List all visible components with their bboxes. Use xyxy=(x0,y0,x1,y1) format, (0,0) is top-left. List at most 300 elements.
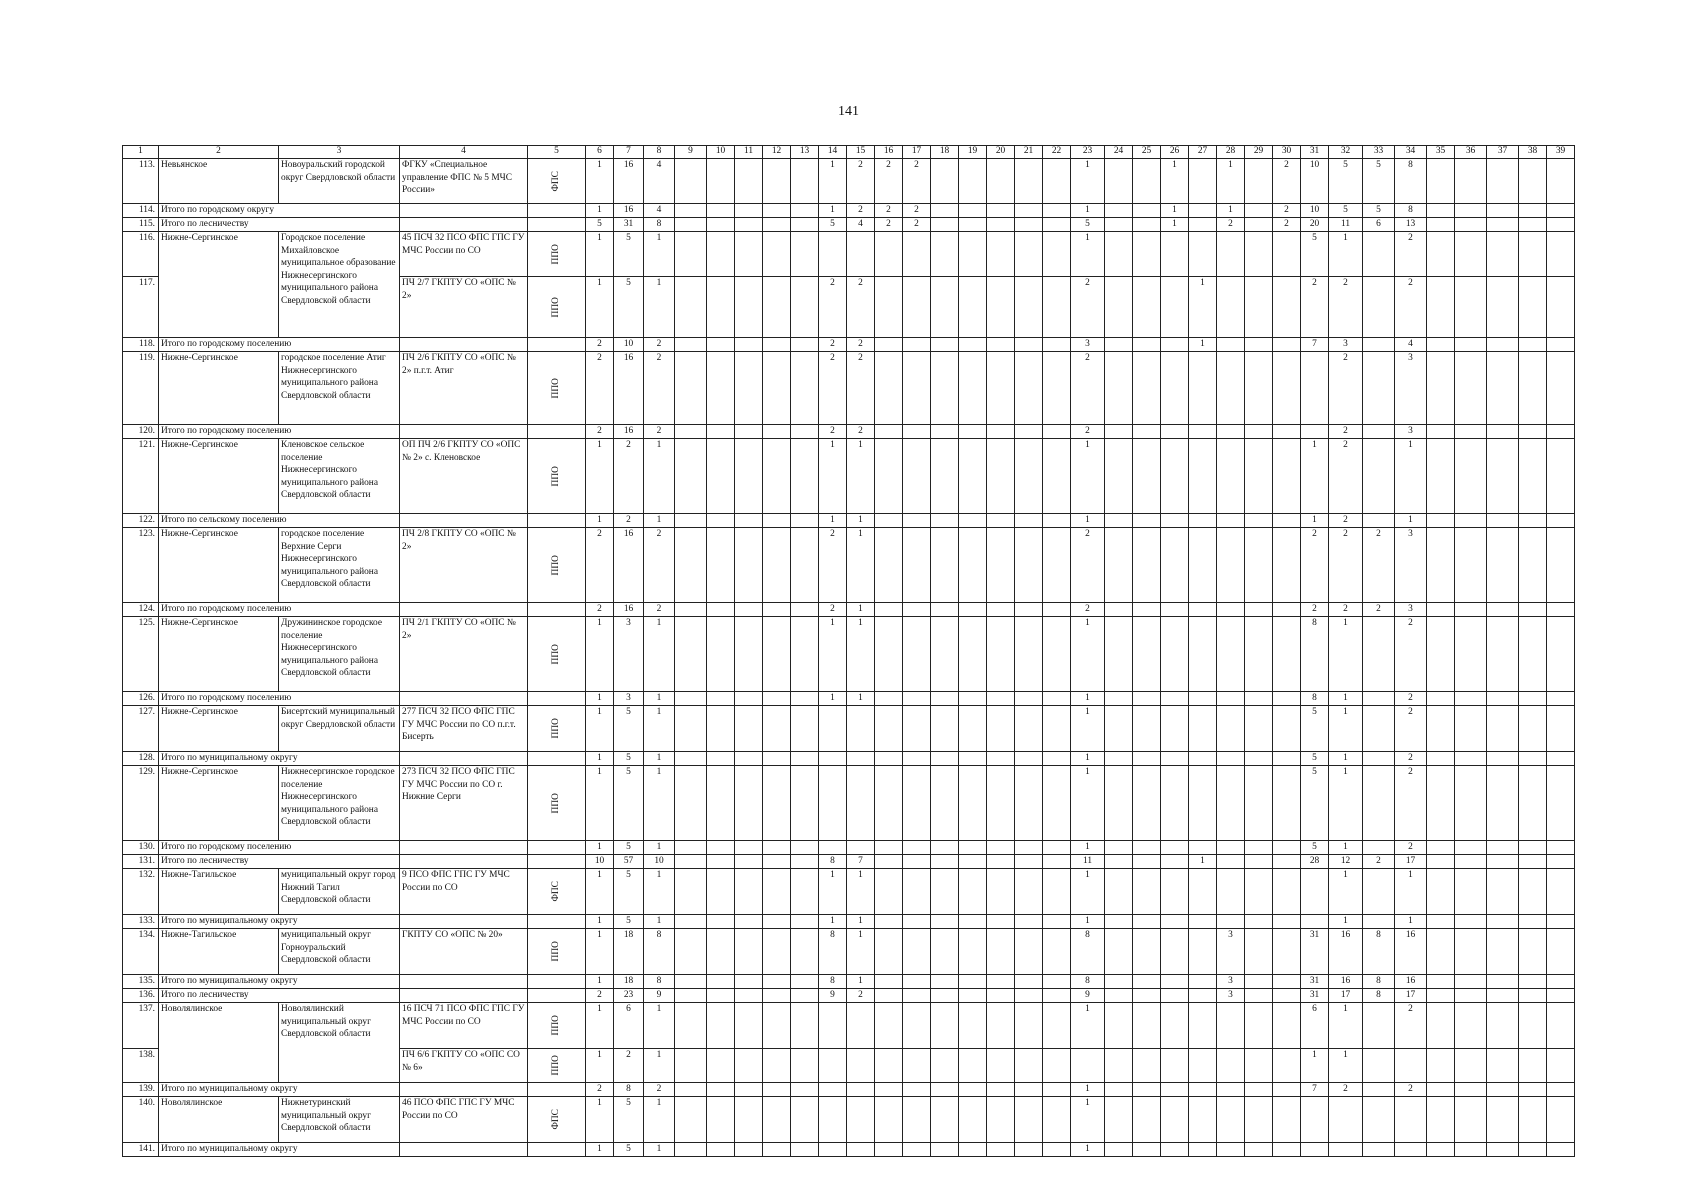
value-cell-col-28: 2 xyxy=(1217,218,1245,232)
value-cell-col-29 xyxy=(1245,752,1273,766)
value-cell-col-8: 1 xyxy=(644,277,675,338)
value-cell-col-30 xyxy=(1273,338,1301,352)
value-cell-col-16 xyxy=(875,915,903,929)
value-cell-col-19 xyxy=(959,869,987,915)
value-cell-col-7: 2 xyxy=(614,1049,644,1083)
value-cell-col-34: 1 xyxy=(1395,514,1427,528)
value-cell-col-26: 1 xyxy=(1161,218,1189,232)
value-cell-col-12 xyxy=(763,218,791,232)
value-cell-col-25 xyxy=(1133,975,1161,989)
row-number: 113. xyxy=(123,159,159,204)
value-cell-col-32: 1 xyxy=(1329,915,1363,929)
value-cell-col-12 xyxy=(763,425,791,439)
service-type xyxy=(528,706,586,752)
value-cell-col-33 xyxy=(1363,915,1395,929)
value-cell-col-28: 1 xyxy=(1217,204,1245,218)
value-cell-col-35 xyxy=(1427,706,1455,752)
value-cell-col-10 xyxy=(707,869,735,915)
value-cell-col-19 xyxy=(959,439,987,514)
value-cell-col-9 xyxy=(675,975,707,989)
value-cell-col-26 xyxy=(1161,752,1189,766)
row-number: 114. xyxy=(123,204,159,218)
value-cell-col-23: 1 xyxy=(1071,1097,1105,1143)
fire-unit-name: ПЧ 2/7 ГКПТУ СО «ОПС № 2» xyxy=(400,277,528,338)
value-cell-col-27 xyxy=(1189,692,1217,706)
value-cell-col-14: 8 xyxy=(819,975,847,989)
value-cell-col-11 xyxy=(735,204,763,218)
type-cell xyxy=(528,204,586,218)
value-cell-col-30 xyxy=(1273,929,1301,975)
value-cell-col-32: 2 xyxy=(1329,277,1363,338)
value-cell-col-35 xyxy=(1427,929,1455,975)
unit-cell xyxy=(400,841,528,855)
value-cell-col-20 xyxy=(987,528,1015,603)
column-header-23: 23 xyxy=(1071,146,1105,159)
value-cell-col-23: 2 xyxy=(1071,425,1105,439)
value-cell-col-11 xyxy=(735,692,763,706)
value-cell-col-23: 2 xyxy=(1071,603,1105,617)
total-row xyxy=(123,338,1575,352)
value-cell-col-32: 1 xyxy=(1329,766,1363,841)
value-cell-col-36 xyxy=(1455,352,1487,425)
value-cell-col-14 xyxy=(819,1049,847,1083)
column-header-26: 26 xyxy=(1161,146,1189,159)
value-cell-col-39 xyxy=(1547,855,1575,869)
value-cell-col-34 xyxy=(1395,1049,1427,1083)
value-cell-col-17: 2 xyxy=(903,204,931,218)
value-cell-col-32: 5 xyxy=(1329,159,1363,204)
column-header-24: 24 xyxy=(1105,146,1133,159)
value-cell-col-14: 8 xyxy=(819,929,847,975)
value-cell-col-10 xyxy=(707,232,735,277)
value-cell-col-9 xyxy=(675,617,707,692)
value-cell-col-35 xyxy=(1427,514,1455,528)
value-cell-col-7: 5 xyxy=(614,752,644,766)
value-cell-col-36 xyxy=(1455,692,1487,706)
value-cell-col-38 xyxy=(1519,338,1547,352)
value-cell-col-33: 2 xyxy=(1363,855,1395,869)
value-cell-col-20 xyxy=(987,617,1015,692)
value-cell-col-24 xyxy=(1105,159,1133,204)
row-number: 126. xyxy=(123,692,159,706)
value-cell-col-21 xyxy=(1015,218,1043,232)
value-cell-col-30 xyxy=(1273,232,1301,277)
value-cell-col-26 xyxy=(1161,869,1189,915)
column-header-8: 8 xyxy=(644,146,675,159)
value-cell-col-10 xyxy=(707,706,735,752)
value-cell-col-13 xyxy=(791,617,819,692)
table-row xyxy=(123,528,1575,603)
value-cell-col-39 xyxy=(1547,232,1575,277)
type-cell xyxy=(528,989,586,1003)
value-cell-col-34: 2 xyxy=(1395,617,1427,692)
value-cell-col-35 xyxy=(1427,617,1455,692)
value-cell-col-28 xyxy=(1217,869,1245,915)
value-cell-col-7: 16 xyxy=(614,352,644,425)
column-header-27: 27 xyxy=(1189,146,1217,159)
value-cell-col-26 xyxy=(1161,1097,1189,1143)
value-cell-col-24 xyxy=(1105,841,1133,855)
value-cell-col-14 xyxy=(819,1097,847,1143)
value-cell-col-19 xyxy=(959,338,987,352)
value-cell-col-36 xyxy=(1455,159,1487,204)
forestry-name: Невьянское xyxy=(159,159,279,204)
table-row xyxy=(123,439,1575,514)
value-cell-col-37 xyxy=(1487,204,1519,218)
value-cell-col-15: 2 xyxy=(847,989,875,1003)
value-cell-col-31 xyxy=(1301,1143,1329,1157)
value-cell-col-34: 16 xyxy=(1395,929,1427,975)
value-cell-col-6: 10 xyxy=(586,855,614,869)
value-cell-col-13 xyxy=(791,869,819,915)
row-number: 139. xyxy=(123,1083,159,1097)
value-cell-col-22 xyxy=(1043,1083,1071,1097)
value-cell-col-38 xyxy=(1519,915,1547,929)
value-cell-col-11 xyxy=(735,514,763,528)
value-cell-col-19 xyxy=(959,1143,987,1157)
value-cell-col-36 xyxy=(1455,1083,1487,1097)
value-cell-col-35 xyxy=(1427,439,1455,514)
value-cell-col-14: 1 xyxy=(819,514,847,528)
value-cell-col-15 xyxy=(847,1003,875,1049)
value-cell-col-14: 2 xyxy=(819,528,847,603)
column-header-21: 21 xyxy=(1015,146,1043,159)
value-cell-col-35 xyxy=(1427,528,1455,603)
value-cell-col-8: 1 xyxy=(644,1003,675,1049)
value-cell-col-28 xyxy=(1217,766,1245,841)
fire-unit-name: 9 ПСО ФПС ГПС ГУ МЧС России по СО xyxy=(400,869,528,915)
value-cell-col-17 xyxy=(903,989,931,1003)
service-type-label: ППО xyxy=(551,465,562,487)
value-cell-col-35 xyxy=(1427,1143,1455,1157)
value-cell-col-17: 2 xyxy=(903,218,931,232)
value-cell-col-26 xyxy=(1161,855,1189,869)
forestry-name: Нижне-Сергинское xyxy=(159,232,279,338)
value-cell-col-12 xyxy=(763,277,791,338)
value-cell-col-26 xyxy=(1161,439,1189,514)
value-cell-col-23: 1 xyxy=(1071,841,1105,855)
value-cell-col-29 xyxy=(1245,855,1273,869)
value-cell-col-7: 6 xyxy=(614,1003,644,1049)
value-cell-col-30 xyxy=(1273,514,1301,528)
value-cell-col-21 xyxy=(1015,425,1043,439)
value-cell-col-30 xyxy=(1273,425,1301,439)
column-header-9: 9 xyxy=(675,146,707,159)
value-cell-col-7: 18 xyxy=(614,929,644,975)
value-cell-col-9 xyxy=(675,218,707,232)
value-cell-col-16 xyxy=(875,338,903,352)
value-cell-col-6: 2 xyxy=(586,425,614,439)
value-cell-col-30 xyxy=(1273,841,1301,855)
value-cell-col-13 xyxy=(791,1097,819,1143)
column-header-32: 32 xyxy=(1329,146,1363,159)
value-cell-col-29 xyxy=(1245,1097,1273,1143)
value-cell-col-8: 1 xyxy=(644,232,675,277)
value-cell-col-28 xyxy=(1217,1083,1245,1097)
value-cell-col-8: 1 xyxy=(644,692,675,706)
value-cell-col-30 xyxy=(1273,752,1301,766)
value-cell-col-11 xyxy=(735,855,763,869)
value-cell-col-21 xyxy=(1015,528,1043,603)
value-cell-col-8: 8 xyxy=(644,929,675,975)
value-cell-col-30 xyxy=(1273,1097,1301,1143)
value-cell-col-34: 17 xyxy=(1395,989,1427,1003)
value-cell-col-19 xyxy=(959,617,987,692)
value-cell-col-20 xyxy=(987,204,1015,218)
value-cell-col-31: 28 xyxy=(1301,855,1329,869)
value-cell-col-22 xyxy=(1043,869,1071,915)
value-cell-col-24 xyxy=(1105,218,1133,232)
value-cell-col-10 xyxy=(707,352,735,425)
value-cell-col-19 xyxy=(959,841,987,855)
total-label: Итого по муниципальному округу xyxy=(159,1083,400,1097)
value-cell-col-37 xyxy=(1487,338,1519,352)
value-cell-col-19 xyxy=(959,766,987,841)
value-cell-col-18 xyxy=(931,915,959,929)
value-cell-col-10 xyxy=(707,1003,735,1049)
value-cell-col-14 xyxy=(819,841,847,855)
value-cell-col-29 xyxy=(1245,617,1273,692)
value-cell-col-13 xyxy=(791,352,819,425)
total-label: Итого по лесничеству xyxy=(159,989,400,1003)
value-cell-col-35 xyxy=(1427,1003,1455,1049)
value-cell-col-14 xyxy=(819,1003,847,1049)
value-cell-col-36 xyxy=(1455,975,1487,989)
value-cell-col-27 xyxy=(1189,915,1217,929)
value-cell-col-25 xyxy=(1133,989,1161,1003)
value-cell-col-7: 16 xyxy=(614,603,644,617)
value-cell-col-37 xyxy=(1487,528,1519,603)
value-cell-col-34: 1 xyxy=(1395,869,1427,915)
value-cell-col-15: 1 xyxy=(847,975,875,989)
value-cell-col-27 xyxy=(1189,975,1217,989)
value-cell-col-6: 1 xyxy=(586,439,614,514)
value-cell-col-35 xyxy=(1427,277,1455,338)
value-cell-col-29 xyxy=(1245,1143,1273,1157)
unit-cell xyxy=(400,975,528,989)
value-cell-col-18 xyxy=(931,425,959,439)
value-cell-col-9 xyxy=(675,1049,707,1083)
value-cell-col-20 xyxy=(987,1049,1015,1083)
value-cell-col-28 xyxy=(1217,1003,1245,1049)
value-cell-col-25 xyxy=(1133,277,1161,338)
value-cell-col-24 xyxy=(1105,915,1133,929)
value-cell-col-22 xyxy=(1043,425,1071,439)
municipality-name: городское поселение Атиг Нижнесергинского муниципального района Свердловской области xyxy=(279,352,400,425)
service-type-label: ППО xyxy=(551,1055,562,1076)
value-cell-col-8: 1 xyxy=(644,1097,675,1143)
value-cell-col-24 xyxy=(1105,425,1133,439)
value-cell-col-34: 2 xyxy=(1395,232,1427,277)
value-cell-col-39 xyxy=(1547,1003,1575,1049)
value-cell-col-19 xyxy=(959,352,987,425)
value-cell-col-10 xyxy=(707,975,735,989)
value-cell-col-7: 3 xyxy=(614,692,644,706)
page-number: 141 xyxy=(838,104,859,119)
value-cell-col-21 xyxy=(1015,204,1043,218)
value-cell-col-31: 20 xyxy=(1301,218,1329,232)
value-cell-col-39 xyxy=(1547,425,1575,439)
value-cell-col-31: 5 xyxy=(1301,841,1329,855)
value-cell-col-22 xyxy=(1043,1143,1071,1157)
value-cell-col-14 xyxy=(819,1143,847,1157)
value-cell-col-25 xyxy=(1133,869,1161,915)
value-cell-col-19 xyxy=(959,752,987,766)
unit-cell xyxy=(400,989,528,1003)
value-cell-col-33 xyxy=(1363,338,1395,352)
value-cell-col-10 xyxy=(707,218,735,232)
service-type xyxy=(528,439,586,514)
value-cell-col-6: 1 xyxy=(586,204,614,218)
value-cell-col-21 xyxy=(1015,1049,1043,1083)
value-cell-col-7: 5 xyxy=(614,1097,644,1143)
value-cell-col-33 xyxy=(1363,352,1395,425)
value-cell-col-13 xyxy=(791,232,819,277)
value-cell-col-15: 1 xyxy=(847,603,875,617)
value-cell-col-11 xyxy=(735,1083,763,1097)
value-cell-col-8: 2 xyxy=(644,528,675,603)
value-cell-col-26 xyxy=(1161,975,1189,989)
value-cell-col-24 xyxy=(1105,752,1133,766)
value-cell-col-13 xyxy=(791,929,819,975)
forestry-name: Новолялинское xyxy=(159,1097,279,1143)
value-cell-col-11 xyxy=(735,352,763,425)
value-cell-col-12 xyxy=(763,855,791,869)
total-label: Итого по муниципальному округу xyxy=(159,752,400,766)
value-cell-col-36 xyxy=(1455,1143,1487,1157)
value-cell-col-18 xyxy=(931,869,959,915)
table-row xyxy=(123,706,1575,752)
value-cell-col-38 xyxy=(1519,277,1547,338)
value-cell-col-27 xyxy=(1189,204,1217,218)
value-cell-col-36 xyxy=(1455,1049,1487,1083)
value-cell-col-13 xyxy=(791,204,819,218)
value-cell-col-36 xyxy=(1455,915,1487,929)
value-cell-col-39 xyxy=(1547,159,1575,204)
value-cell-col-14: 1 xyxy=(819,439,847,514)
value-cell-col-21 xyxy=(1015,1143,1043,1157)
value-cell-col-13 xyxy=(791,603,819,617)
value-cell-col-17 xyxy=(903,603,931,617)
municipality-name: Новоуральский городской округ Свердловской области xyxy=(279,159,400,204)
value-cell-col-31 xyxy=(1301,425,1329,439)
value-cell-col-30 xyxy=(1273,1049,1301,1083)
value-cell-col-22 xyxy=(1043,528,1071,603)
value-cell-col-32 xyxy=(1329,1143,1363,1157)
unit-cell xyxy=(400,603,528,617)
column-header-38: 38 xyxy=(1519,146,1547,159)
value-cell-col-11 xyxy=(735,603,763,617)
value-cell-col-32: 1 xyxy=(1329,692,1363,706)
fire-unit-name: 16 ПСЧ 71 ПСО ФПС ГПС ГУ МЧС России по СО xyxy=(400,1003,528,1049)
value-cell-col-39 xyxy=(1547,338,1575,352)
row-number: 132. xyxy=(123,869,159,915)
value-cell-col-28 xyxy=(1217,1143,1245,1157)
value-cell-col-21 xyxy=(1015,841,1043,855)
value-cell-col-33 xyxy=(1363,752,1395,766)
value-cell-col-28 xyxy=(1217,338,1245,352)
value-cell-col-13 xyxy=(791,1143,819,1157)
value-cell-col-22 xyxy=(1043,617,1071,692)
value-cell-col-23: 1 xyxy=(1071,706,1105,752)
total-label: Итого по городскому поселению xyxy=(159,338,400,352)
value-cell-col-12 xyxy=(763,929,791,975)
value-cell-col-12 xyxy=(763,514,791,528)
value-cell-col-7: 5 xyxy=(614,869,644,915)
value-cell-col-31: 5 xyxy=(1301,706,1329,752)
value-cell-col-32: 12 xyxy=(1329,855,1363,869)
value-cell-col-32: 2 xyxy=(1329,1083,1363,1097)
row-number: 134. xyxy=(123,929,159,975)
value-cell-col-37 xyxy=(1487,425,1519,439)
value-cell-col-9 xyxy=(675,1143,707,1157)
value-cell-col-19 xyxy=(959,975,987,989)
value-cell-col-36 xyxy=(1455,752,1487,766)
value-cell-col-14: 1 xyxy=(819,869,847,915)
value-cell-col-29 xyxy=(1245,218,1273,232)
value-cell-col-14 xyxy=(819,706,847,752)
type-cell xyxy=(528,514,586,528)
value-cell-col-16 xyxy=(875,975,903,989)
row-number: 116. xyxy=(123,232,159,277)
value-cell-col-27 xyxy=(1189,706,1217,752)
value-cell-col-38 xyxy=(1519,159,1547,204)
value-cell-col-29 xyxy=(1245,204,1273,218)
value-cell-col-25 xyxy=(1133,338,1161,352)
value-cell-col-28 xyxy=(1217,528,1245,603)
value-cell-col-21 xyxy=(1015,766,1043,841)
value-cell-col-24 xyxy=(1105,975,1133,989)
value-cell-col-7: 5 xyxy=(614,841,644,855)
value-cell-col-33 xyxy=(1363,425,1395,439)
row-number: 129. xyxy=(123,766,159,841)
value-cell-col-20 xyxy=(987,159,1015,204)
value-cell-col-25 xyxy=(1133,204,1161,218)
value-cell-col-28 xyxy=(1217,352,1245,425)
value-cell-col-28: 3 xyxy=(1217,929,1245,975)
value-cell-col-20 xyxy=(987,706,1015,752)
value-cell-col-14: 2 xyxy=(819,277,847,338)
value-cell-col-39 xyxy=(1547,1083,1575,1097)
value-cell-col-11 xyxy=(735,159,763,204)
value-cell-col-33: 2 xyxy=(1363,603,1395,617)
value-cell-col-32: 5 xyxy=(1329,204,1363,218)
value-cell-col-35 xyxy=(1427,603,1455,617)
value-cell-col-38 xyxy=(1519,692,1547,706)
value-cell-col-39 xyxy=(1547,841,1575,855)
value-cell-col-38 xyxy=(1519,929,1547,975)
value-cell-col-38 xyxy=(1519,841,1547,855)
value-cell-col-33 xyxy=(1363,1049,1395,1083)
value-cell-col-37 xyxy=(1487,1083,1519,1097)
value-cell-col-11 xyxy=(735,425,763,439)
value-cell-col-34: 2 xyxy=(1395,1003,1427,1049)
value-cell-col-6: 1 xyxy=(586,232,614,277)
value-cell-col-14: 2 xyxy=(819,603,847,617)
total-label: Итого по лесничеству xyxy=(159,218,400,232)
value-cell-col-14: 8 xyxy=(819,855,847,869)
value-cell-col-31: 1 xyxy=(1301,1049,1329,1083)
value-cell-col-39 xyxy=(1547,528,1575,603)
value-cell-col-6: 1 xyxy=(586,766,614,841)
value-cell-col-30 xyxy=(1273,989,1301,1003)
value-cell-col-12 xyxy=(763,617,791,692)
value-cell-col-31: 2 xyxy=(1301,277,1329,338)
value-cell-col-27 xyxy=(1189,603,1217,617)
value-cell-col-34: 1 xyxy=(1395,439,1427,514)
value-cell-col-27 xyxy=(1189,439,1217,514)
value-cell-col-35 xyxy=(1427,766,1455,841)
